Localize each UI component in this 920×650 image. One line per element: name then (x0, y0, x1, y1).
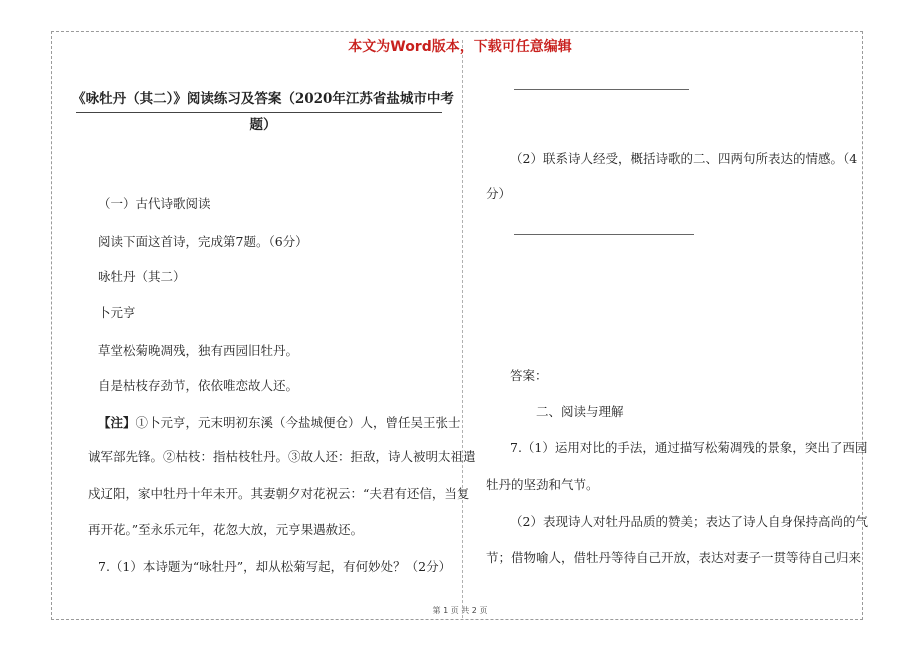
poem-verse-2: 自是枯枝存劲节，依依唯恋故人还。 (98, 378, 299, 393)
note-label: 【注】 (98, 415, 136, 430)
title-line-2: 题） (249, 117, 277, 133)
section-heading: （一）古代诗歌阅读 (98, 196, 211, 211)
instruction: 阅读下面这首诗，完成第7题。（6分） (98, 234, 308, 249)
answer-2-line-2: 节；借物喻人，借牡丹等待自己开放，表达对妻子一贯等待自己归来 (486, 550, 862, 565)
section-2-heading: 二、阅读与理解 (536, 404, 624, 419)
note-line-3: 戍辽阳，家中牡丹十年未开。其妻朝夕对花祝云：“夫君有还信，当复 (88, 486, 470, 501)
note-line-2: 诚军部先锋。②枯枝：指枯枝牡丹。③故人还：拒敌，诗人被明太祖遣 (88, 449, 476, 464)
question-7-2-line-1: （2）联系诗人经受，概括诗歌的二、四两句所表达的情感。（4 (510, 151, 858, 166)
question-7-1: 7.（1）本诗题为“咏牡丹”，却从松菊写起，有何妙处？（2分） (98, 559, 452, 574)
editable-banner: 本文为Word版本，下载可任意编辑 (348, 39, 572, 55)
answer-blank-line-1 (514, 89, 689, 90)
title-underline (76, 112, 442, 113)
note-line-4: 再开花。”至永乐元年，花忽大放，元亨果遇赦还。 (88, 522, 364, 537)
answer-blank-line-2 (514, 234, 694, 235)
page-footer: 第 1 页 共 2 页 (432, 606, 488, 615)
title-line-1: 《咏牡丹（其二）》阅读练习及答案（2020年江苏省盐城市中考 (72, 91, 454, 107)
answer-1-line-2: 牡丹的坚劲和气节。 (486, 477, 599, 492)
answer-2-line-1: （2）表现诗人对牡丹品质的赞美；表达了诗人自身保持高尚的气 (510, 514, 868, 529)
question-7-2-line-2: 分） (486, 186, 512, 201)
poem-author: 卜元亨 (98, 305, 136, 320)
poem-verse-1: 草堂松菊晚凋残，独有西园旧牡丹。 (98, 343, 299, 358)
answer-label: 答案： (510, 368, 548, 383)
note-line-1 (98, 414, 461, 432)
column-divider (462, 40, 463, 618)
poem-title: 咏牡丹（其二） (98, 269, 186, 284)
answer-1-line-1: 7.（1）运用对比的手法，通过描写松菊凋残的景象，突出了西园 (510, 440, 868, 455)
note-text-1: ①卜元亨，元末明初东溪（今盐城便仓）人，曾任吴王张士 (135, 415, 461, 430)
